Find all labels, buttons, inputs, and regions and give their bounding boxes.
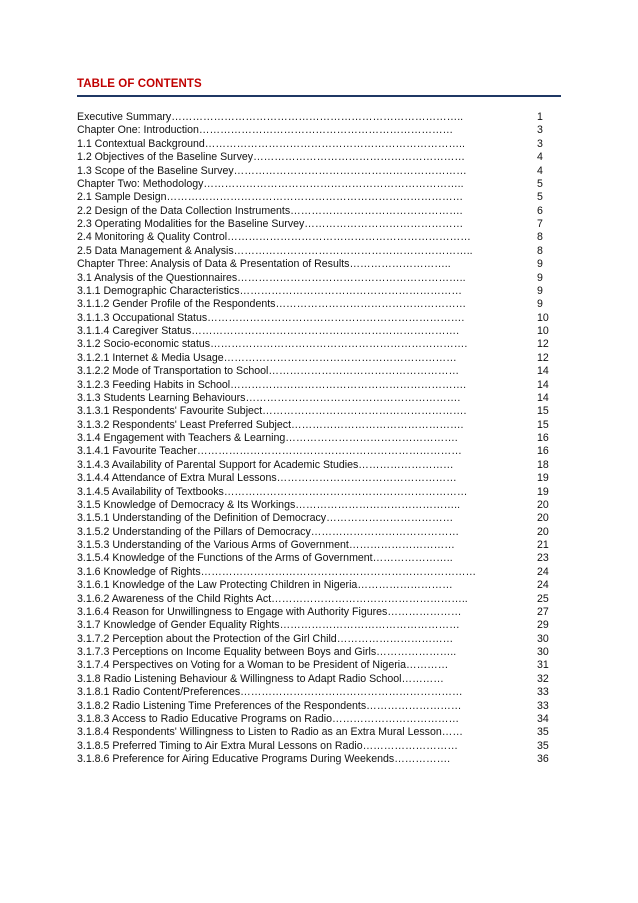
toc-entry[interactable] [77, 526, 561, 539]
toc-entry[interactable] [77, 486, 561, 499]
toc-entry-title: 3.1 Analysis of the Questionnaires……………………………………………………….. [77, 271, 466, 284]
toc-entry-page-number: 10 [537, 325, 549, 337]
toc-entry[interactable] [77, 633, 561, 646]
toc-entry-page-number: 4 [537, 164, 543, 177]
toc-entry[interactable] [77, 726, 561, 739]
toc-entry[interactable] [77, 700, 561, 713]
toc-entry[interactable] [77, 579, 561, 592]
toc-entry-title: 3.1.7.3 Perceptions on Income Equality between Boys and Girls………………….. [77, 646, 457, 658]
toc-entry-title: 3.1.4.3 Availability of Parental Support for Academic Studies……………………… [77, 458, 454, 471]
toc-entry-page-number: 33 [537, 686, 549, 699]
toc-entry[interactable] [77, 272, 561, 285]
toc-entry-page-number: 14 [537, 365, 549, 378]
toc-entry[interactable] [77, 673, 561, 686]
toc-entry[interactable] [77, 405, 561, 418]
heading-underline [77, 95, 561, 97]
toc-entry-page-number: 9 [537, 284, 543, 297]
toc-entry-title: 3.1.8.4 Respondents' Willingness to Listen to Radio as an Extra Mural Lesson…… [77, 726, 463, 739]
toc-entry-page-number: 23 [537, 552, 549, 565]
toc-entry[interactable] [77, 713, 561, 726]
toc-entry[interactable] [77, 365, 561, 378]
toc-entry[interactable] [77, 165, 561, 178]
toc-entry-page-number: 15 [537, 405, 549, 418]
toc-entry-page-number: 4 [537, 151, 543, 164]
toc-entry-title: 3.1.1.3 Occupational Status………………………………………………………………. [77, 311, 465, 324]
toc-entry-title: 3.1.8 Radio Listening Behaviour & Willingness to Adapt Radio School………… [77, 672, 444, 685]
toc-entry-title: 3.1.1.4 Caregiver Status…………………………………………………………………. [77, 325, 460, 337]
toc-entry-page-number: 24 [537, 579, 549, 592]
toc-entry-title: 2.5 Data Management & Analysis………………………………………………………….. [77, 244, 473, 257]
toc-entry[interactable] [77, 138, 561, 151]
toc-entry-page-number: 35 [537, 726, 549, 739]
toc-entry-page-number: 15 [537, 418, 549, 431]
toc-entry-title: 1.1 Contextual Background……………………………………………………………….. [77, 137, 465, 150]
toc-entry[interactable] [77, 472, 561, 485]
toc-entry-page-number: 3 [537, 137, 543, 150]
toc-entry[interactable] [77, 285, 561, 298]
toc-entry-title: 3.1.2.3 Feeding Habits in School…………………………………………………………. [77, 378, 467, 391]
toc-entry[interactable] [77, 686, 561, 699]
toc-entry[interactable] [77, 205, 561, 218]
toc-entry-title: 3.1.5 Knowledge of Democracy & Its Workings……………………………………….. [77, 498, 461, 511]
toc-entry-page-number: 16 [537, 432, 549, 444]
toc-entry[interactable] [77, 218, 561, 231]
toc-entry[interactable] [77, 659, 561, 672]
toc-entry-title: 3.1.2 Socio-economic status………………………………………………………………. [77, 338, 468, 351]
toc-entry-title: 3.1.6.4 Reason for Unwillingness to Engage with Authority Figures………………… [77, 605, 462, 618]
toc-entry[interactable] [77, 191, 561, 204]
toc-entry-page-number: 8 [537, 231, 543, 244]
toc-entry-page-number: 9 [537, 298, 543, 311]
toc-entry-page-number: 32 [537, 672, 549, 685]
toc-entry-title: 3.1.8.2 Radio Listening Time Preferences of the Respondents……………………… [77, 699, 462, 712]
toc-entry[interactable] [77, 753, 561, 766]
toc-entry[interactable] [77, 539, 561, 552]
toc-entry-title: Chapter Three: Analysis of Data & Presentation of Results……………………….. [77, 258, 451, 271]
toc-entry-page-number: 35 [537, 739, 549, 752]
toc-entry[interactable] [77, 392, 561, 405]
toc-entry-page-number: 36 [537, 753, 549, 765]
toc-entry-title: 2.1 Sample Design………………………………………………………………………… [77, 191, 464, 204]
toc-entry-title: 3.1.5.4 Knowledge of the Functions of the Arms of Government………………….. [77, 552, 453, 565]
toc-entry[interactable] [77, 432, 561, 445]
toc-entry-page-number: 3 [537, 124, 543, 137]
toc-entry-page-number: 14 [537, 378, 549, 391]
toc-entry[interactable] [77, 245, 561, 258]
toc-entry-page-number: 12 [537, 338, 549, 351]
toc-entry[interactable] [77, 459, 561, 472]
toc-entry[interactable] [77, 552, 561, 565]
toc-entry[interactable] [77, 512, 561, 525]
toc-entry-page-number: 10 [537, 311, 549, 324]
toc-entry-title: 3.1.3.2 Respondents' Least Preferred Subject…………………………………………. [77, 418, 464, 431]
toc-entry-page-number: 9 [537, 271, 543, 284]
toc-entry[interactable] [77, 593, 561, 606]
toc-entry-title: 3.1.4.1 Favourite Teacher………………………………………………………………… [77, 445, 462, 458]
toc-entry-page-number: 5 [537, 177, 543, 190]
toc-entry[interactable] [77, 298, 561, 311]
toc-entry[interactable] [77, 419, 561, 432]
toc-entry-page-number: 14 [537, 391, 549, 404]
toc-entry[interactable] [77, 499, 561, 512]
toc-entry-title: 3.1.1 Demographic Characteristics……………………………………………………… [77, 284, 462, 297]
toc-entry-title: 3.1.8.3 Access to Radio Educative Programs on Radio……………………………… [77, 712, 460, 725]
toc-entry-title: 3.1.6 Knowledge of Rights…………………………………………………………………… [77, 565, 477, 578]
toc-entry[interactable] [77, 111, 561, 124]
toc-entry-page-number: 19 [537, 472, 549, 485]
toc-entry-title: 2.3 Operating Modalities for the Baseline Survey……………………………………… [77, 218, 464, 230]
toc-entry-page-number: 33 [537, 699, 549, 712]
toc-entry[interactable] [77, 258, 561, 271]
toc-entry[interactable] [77, 740, 561, 753]
toc-entry-title: 3.1.2.1 Internet & Media Usage………………………………………………………… [77, 351, 457, 364]
toc-entry-title: 3.1.2.2 Mode of Transportation to School……………………………………………… [77, 365, 460, 378]
toc-entry-title: 3.1.4 Engagement with Teachers & Learning…………………………………………. [77, 432, 458, 444]
toc-entry[interactable] [77, 338, 561, 351]
toc-entry-page-number: 20 [537, 525, 549, 538]
toc-entry-page-number: 9 [537, 258, 543, 271]
toc-entry-page-number: 34 [537, 712, 549, 725]
toc-entry[interactable] [77, 352, 561, 365]
toc-entry-page-number: 12 [537, 351, 549, 364]
toc-entry-title: Executive Summary……………………………………………………………………….. [77, 111, 464, 123]
toc-list [77, 111, 561, 766]
toc-entry-title: 3.1.5.3 Understanding of the Various Arms of Government………………………… [77, 539, 455, 551]
toc-entry-page-number: 30 [537, 632, 549, 645]
toc-entry-title: 2.2 Design of the Data Collection Instruments…………………………………………. [77, 204, 463, 217]
toc-entry[interactable] [77, 231, 561, 244]
toc-entry-page-number: 16 [537, 445, 549, 458]
toc-entry[interactable] [77, 445, 561, 458]
toc-entry-page-number: 5 [537, 191, 543, 204]
toc-entry-title: 3.1.1.2 Gender Profile of the Respondents……………………………………………… [77, 298, 467, 311]
toc-entry-page-number: 27 [537, 605, 549, 618]
toc-entry-title: 2.4 Monitoring & Quality Control…………………………………………………………… [77, 231, 471, 244]
toc-entry-page-number: 19 [537, 485, 549, 498]
toc-entry-page-number: 7 [537, 218, 543, 230]
toc-entry-title: 3.1.7.4 Perspectives on Voting for a Woman to be President of Nigeria………… [77, 659, 449, 672]
toc-entry-page-number: 6 [537, 204, 543, 217]
toc-entry-title: 3.1.5.1 Understanding of the Definition of Democracy……………………………… [77, 512, 454, 525]
toc-entry[interactable] [77, 619, 561, 632]
toc-entry-title: 1.3 Scope of the Baseline Survey………………………………………………………… [77, 164, 467, 177]
toc-heading: TABLE OF CONTENTS [77, 78, 202, 90]
toc-entry[interactable] [77, 124, 561, 137]
toc-entry-title: Chapter One: Introduction……………………………………………………………… [77, 124, 454, 137]
toc-entry-title: 3.1.8.1 Radio Content/Preferences……………………………………………………… [77, 686, 463, 699]
toc-entry-page-number: 1 [537, 111, 543, 123]
toc-entry-page-number: 18 [537, 458, 549, 471]
toc-entry-title: 3.1.6.1 Knowledge of the Law Protecting Children in Nigeria……………………… [77, 579, 453, 592]
toc-entry-title: 3.1.4.5 Availability of Textbooks…………………………………………………………… [77, 485, 468, 498]
toc-entry[interactable] [77, 646, 561, 659]
toc-entry-page-number: 21 [537, 539, 549, 551]
toc-entry[interactable] [77, 312, 561, 325]
toc-entry-page-number: 31 [537, 659, 549, 672]
toc-entry-page-number: 8 [537, 244, 543, 257]
toc-entry-page-number: 20 [537, 512, 549, 525]
toc-entry[interactable] [77, 566, 561, 579]
toc-entry[interactable] [77, 606, 561, 619]
toc-entry-title: 3.1.3 Students Learning Behaviours……………………………………………………. [77, 391, 461, 404]
toc-entry[interactable] [77, 325, 561, 338]
toc-entry-title: 3.1.8.6 Preference for Airing Educative Programs During Weekends……………. [77, 753, 451, 765]
toc-entry-title: 3.1.7.2 Perception about the Protection of the Girl Child…………………………… [77, 632, 454, 645]
toc-entry[interactable] [77, 379, 561, 392]
toc-entry[interactable] [77, 151, 561, 164]
toc-entry-page-number: 20 [537, 498, 549, 511]
toc-entry-title: 1.2 Objectives of the Baseline Survey…………………………………………………… [77, 151, 465, 164]
toc-entry-page-number: 24 [537, 565, 549, 578]
toc-entry-page-number: 29 [537, 619, 549, 632]
toc-entry-title: 3.1.7 Knowledge of Gender Equality Rights…………………………………………… [77, 619, 460, 632]
toc-entry-title: 3.1.6.2 Awareness of the Child Rights Act……………………………………………….. [77, 592, 468, 605]
toc-entry-title: 3.1.5.2 Understanding of the Pillars of Democracy…………………………………… [77, 525, 460, 538]
toc-entry[interactable] [77, 178, 561, 191]
toc-entry-title: 3.1.8.5 Preferred Timing to Air Extra Mural Lessons on Radio……………………… [77, 739, 458, 752]
toc-entry-page-number: 25 [537, 592, 549, 605]
toc-entry-title: 3.1.4.4 Attendance of Extra Mural Lessons…………………………………………… [77, 472, 457, 485]
toc-entry-page-number: 30 [537, 646, 549, 658]
toc-entry-title: Chapter Two: Methodology……………………………………………………………….. [77, 177, 464, 190]
toc-entry-title: 3.1.3.1 Respondents' Favourite Subject…………………………………………………. [77, 405, 467, 418]
